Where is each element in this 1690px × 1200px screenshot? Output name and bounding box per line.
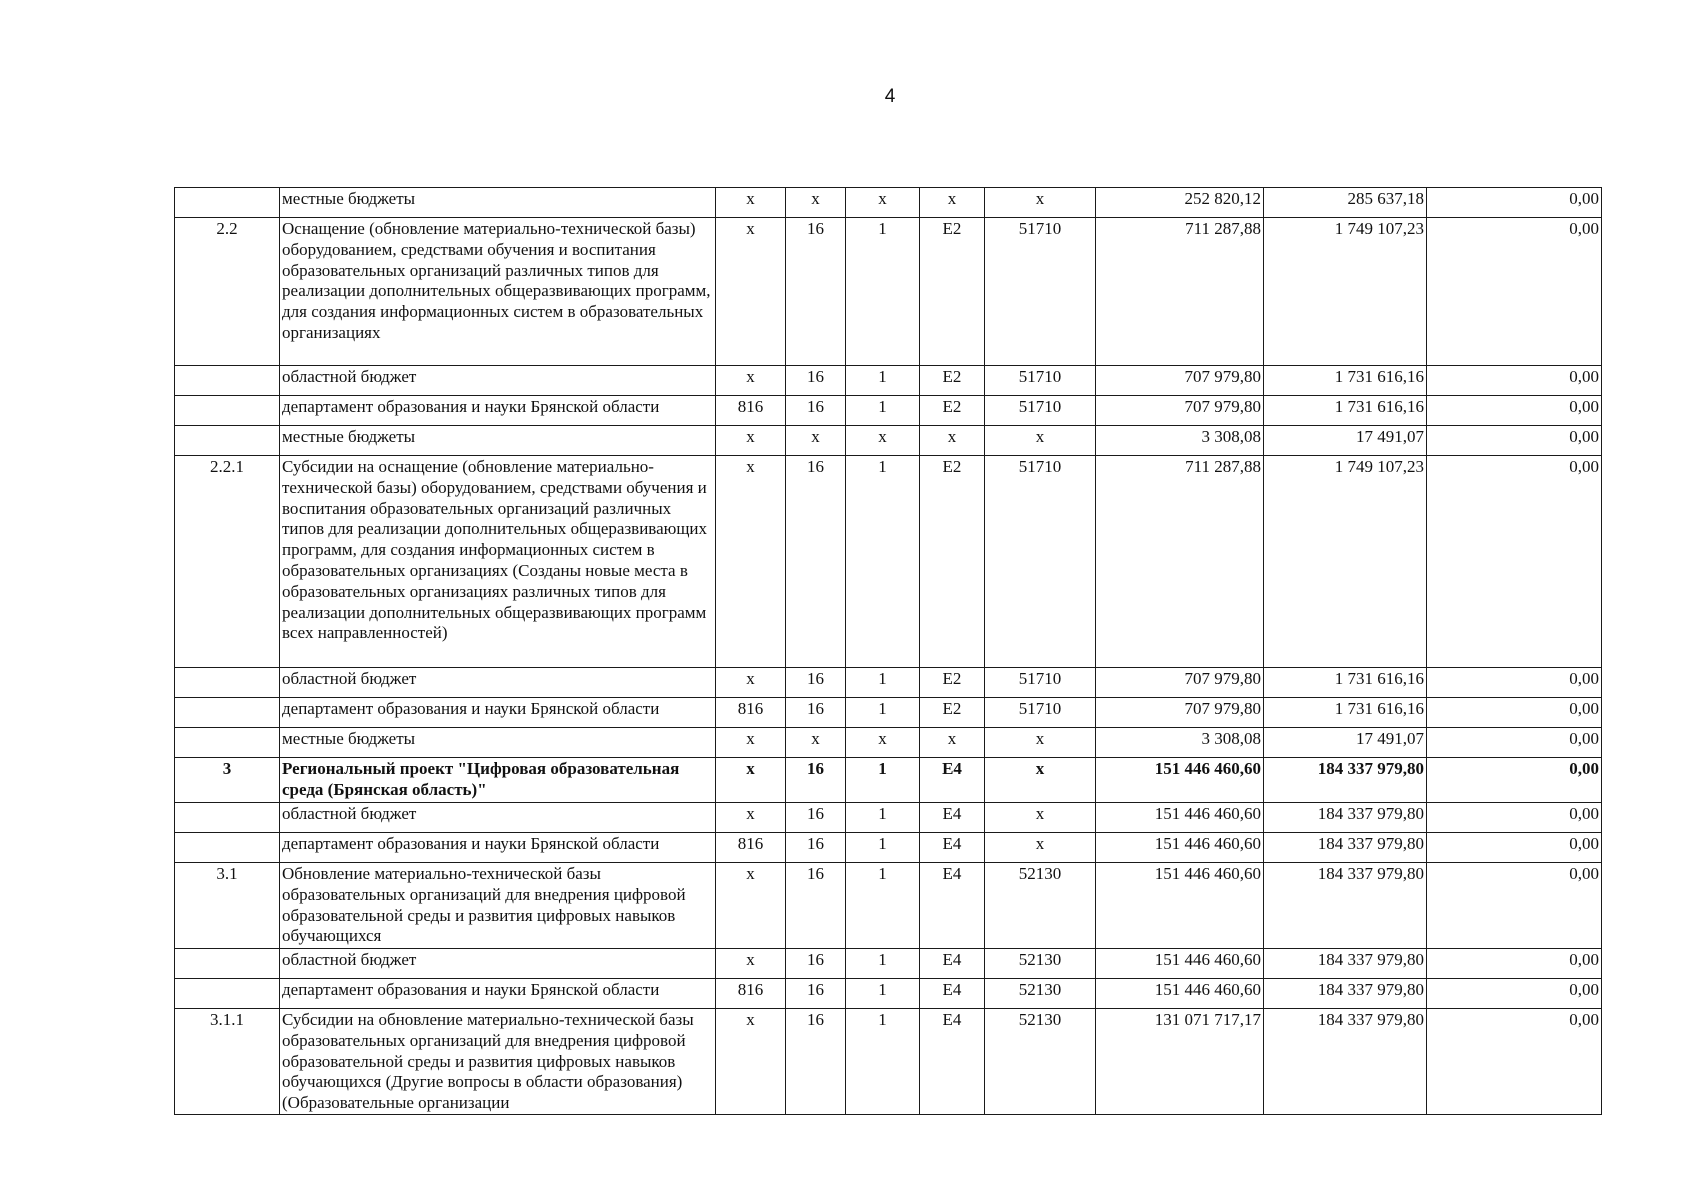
amount-cell: 0,00 [1427, 366, 1602, 396]
amount-cell: 707 979,80 [1096, 668, 1264, 698]
amount-cell: 0,00 [1427, 1009, 1602, 1115]
code-cell: E4 [920, 1009, 985, 1115]
code-cell: 1 [846, 833, 920, 863]
code-cell: x [985, 833, 1096, 863]
amount-cell: 3 308,08 [1096, 728, 1264, 758]
code-cell: x [716, 456, 786, 668]
amount-cell: 151 446 460,60 [1096, 803, 1264, 833]
code-cell: 52130 [985, 979, 1096, 1009]
amount-cell: 184 337 979,80 [1264, 833, 1427, 863]
row-number-cell: 2.2.1 [175, 456, 280, 668]
code-cell: E4 [920, 803, 985, 833]
code-cell: 816 [716, 396, 786, 426]
code-cell: 1 [846, 218, 920, 366]
code-cell: 16 [786, 833, 846, 863]
code-cell: x [716, 803, 786, 833]
code-cell: 1 [846, 698, 920, 728]
code-cell: 52130 [985, 949, 1096, 979]
amount-cell: 3 308,08 [1096, 426, 1264, 456]
code-cell: 1 [846, 668, 920, 698]
amount-cell: 0,00 [1427, 456, 1602, 668]
row-name-cell: областной бюджет [280, 949, 716, 979]
code-cell: x [985, 758, 1096, 803]
row-number-cell [175, 188, 280, 218]
code-cell: x [985, 188, 1096, 218]
amount-cell: 0,00 [1427, 833, 1602, 863]
code-cell: x [846, 426, 920, 456]
code-cell: 816 [716, 833, 786, 863]
amount-cell: 1 731 616,16 [1264, 366, 1427, 396]
code-cell: 816 [716, 698, 786, 728]
row-number-cell: 3.1.1 [175, 1009, 280, 1115]
row-name-cell: местные бюджеты [280, 728, 716, 758]
code-cell: E2 [920, 218, 985, 366]
row-name-cell: Субсидии на оснащение (обновление материально-технической базы) оборудованием, средствами обучения и воспитания образовательных организаций различных типов для реализации дополнительных общеразвивающих программ, для создания информационных систем в образовательных организациях (Созданы новые места в образовательных организациях различных типов для реализации дополнительных общеразвивающих программ всех направленностей) [280, 456, 716, 668]
code-cell: 1 [846, 456, 920, 668]
code-cell: 16 [786, 803, 846, 833]
row-number-cell [175, 949, 280, 979]
code-cell: x [716, 668, 786, 698]
code-cell: E2 [920, 366, 985, 396]
amount-cell: 151 446 460,60 [1096, 949, 1264, 979]
code-cell: 16 [786, 698, 846, 728]
row-name-cell: Региональный проект "Цифровая образовательная среда (Брянская область)" [280, 758, 716, 803]
code-cell: x [716, 863, 786, 949]
code-cell: x [716, 426, 786, 456]
code-cell: x [786, 426, 846, 456]
amount-cell: 0,00 [1427, 979, 1602, 1009]
table-row [175, 728, 1602, 758]
amount-cell: 1 749 107,23 [1264, 218, 1427, 366]
amount-cell: 151 446 460,60 [1096, 979, 1264, 1009]
code-cell: 1 [846, 803, 920, 833]
table-row [175, 758, 1602, 803]
table-row [175, 218, 1602, 366]
amount-cell: 711 287,88 [1096, 456, 1264, 668]
row-name-cell: областной бюджет [280, 366, 716, 396]
code-cell: 16 [786, 949, 846, 979]
code-cell: 1 [846, 758, 920, 803]
row-number-cell: 3.1 [175, 863, 280, 949]
code-cell: 16 [786, 218, 846, 366]
code-cell: x [716, 218, 786, 366]
table-row [175, 396, 1602, 426]
code-cell: E2 [920, 668, 985, 698]
code-cell: E4 [920, 979, 985, 1009]
code-cell: 51710 [985, 456, 1096, 668]
table-row [175, 456, 1602, 668]
code-cell: x [786, 188, 846, 218]
row-name-cell: областной бюджет [280, 803, 716, 833]
code-cell: E4 [920, 833, 985, 863]
budget-table [174, 187, 1602, 1115]
code-cell: x [920, 188, 985, 218]
amount-cell: 151 446 460,60 [1096, 833, 1264, 863]
amount-cell: 184 337 979,80 [1264, 1009, 1427, 1115]
amount-cell: 0,00 [1427, 426, 1602, 456]
table-row [175, 698, 1602, 728]
row-name-cell: Оснащение (обновление материально-технической базы) оборудованием, средствами обучения и воспитания образовательных организаций различных типов для реализации дополнительных общеразвивающих программ, для создания информационных систем в образовательных организациях [280, 218, 716, 366]
row-number-cell: 3 [175, 758, 280, 803]
amount-cell: 151 446 460,60 [1096, 863, 1264, 949]
amount-cell: 1 731 616,16 [1264, 396, 1427, 426]
table-row [175, 803, 1602, 833]
row-name-cell: местные бюджеты [280, 426, 716, 456]
table-row [175, 426, 1602, 456]
amount-cell: 707 979,80 [1096, 698, 1264, 728]
row-name-cell: Обновление материально-технической базы образовательных организаций для внедрения цифровой образовательной среды и развития цифровых навыков обучающихся [280, 863, 716, 949]
amount-cell: 0,00 [1427, 863, 1602, 949]
code-cell: x [920, 426, 985, 456]
amount-cell: 711 287,88 [1096, 218, 1264, 366]
code-cell: 16 [786, 456, 846, 668]
code-cell: 51710 [985, 218, 1096, 366]
table-row [175, 833, 1602, 863]
row-number-cell [175, 803, 280, 833]
amount-cell: 0,00 [1427, 668, 1602, 698]
table-row [175, 863, 1602, 949]
code-cell: x [846, 728, 920, 758]
code-cell: 1 [846, 1009, 920, 1115]
code-cell: x [985, 803, 1096, 833]
amount-cell: 0,00 [1427, 188, 1602, 218]
amount-cell: 184 337 979,80 [1264, 979, 1427, 1009]
amount-cell: 184 337 979,80 [1264, 949, 1427, 979]
amount-cell: 0,00 [1427, 758, 1602, 803]
code-cell: 16 [786, 863, 846, 949]
row-name-cell: департамент образования и науки Брянской области [280, 833, 716, 863]
row-number-cell [175, 668, 280, 698]
code-cell: 1 [846, 396, 920, 426]
row-name-cell: Субсидии на обновление материально-технической базы образовательных организаций для внедрения цифровой образовательной среды и развития цифровых навыков обучающихся (Другие вопросы в области образования) (Образовательные организации [280, 1009, 716, 1115]
code-cell: 1 [846, 979, 920, 1009]
table-row [175, 979, 1602, 1009]
code-cell: x [920, 728, 985, 758]
code-cell: 51710 [985, 366, 1096, 396]
page-number: 4 [884, 86, 896, 107]
amount-cell: 184 337 979,80 [1264, 863, 1427, 949]
code-cell: 816 [716, 979, 786, 1009]
code-cell: E2 [920, 396, 985, 426]
code-cell: 52130 [985, 1009, 1096, 1115]
code-cell: 1 [846, 366, 920, 396]
code-cell: 16 [786, 396, 846, 426]
row-number-cell [175, 979, 280, 1009]
amount-cell: 0,00 [1427, 698, 1602, 728]
table-row [175, 668, 1602, 698]
code-cell: E4 [920, 863, 985, 949]
amount-cell: 1 731 616,16 [1264, 668, 1427, 698]
amount-cell: 707 979,80 [1096, 366, 1264, 396]
code-cell: 1 [846, 949, 920, 979]
code-cell: 16 [786, 366, 846, 396]
code-cell: 51710 [985, 668, 1096, 698]
code-cell: E2 [920, 456, 985, 668]
row-name-cell: областной бюджет [280, 668, 716, 698]
amount-cell: 0,00 [1427, 728, 1602, 758]
row-name-cell: департамент образования и науки Брянской области [280, 698, 716, 728]
row-name-cell: департамент образования и науки Брянской области [280, 396, 716, 426]
row-number-cell [175, 396, 280, 426]
code-cell: 16 [786, 1009, 846, 1115]
code-cell: 16 [786, 668, 846, 698]
amount-cell: 0,00 [1427, 949, 1602, 979]
amount-cell: 17 491,07 [1264, 728, 1427, 758]
amount-cell: 17 491,07 [1264, 426, 1427, 456]
code-cell: 16 [786, 758, 846, 803]
code-cell: 16 [786, 979, 846, 1009]
table-row [175, 1009, 1602, 1115]
table-row [175, 366, 1602, 396]
amount-cell: 0,00 [1427, 218, 1602, 366]
code-cell: x [985, 426, 1096, 456]
code-cell: 51710 [985, 396, 1096, 426]
row-number-cell [175, 833, 280, 863]
code-cell: E4 [920, 949, 985, 979]
amount-cell: 184 337 979,80 [1264, 803, 1427, 833]
row-number-cell [175, 366, 280, 396]
row-name-cell: департамент образования и науки Брянской области [280, 979, 716, 1009]
amount-cell: 184 337 979,80 [1264, 758, 1427, 803]
code-cell: x [716, 366, 786, 396]
code-cell: x [716, 188, 786, 218]
code-cell: 1 [846, 863, 920, 949]
row-number-cell [175, 698, 280, 728]
code-cell: x [786, 728, 846, 758]
code-cell: E4 [920, 758, 985, 803]
amount-cell: 707 979,80 [1096, 396, 1264, 426]
code-cell: 52130 [985, 863, 1096, 949]
code-cell: x [846, 188, 920, 218]
table-row [175, 188, 1602, 218]
amount-cell: 0,00 [1427, 803, 1602, 833]
row-name-cell: местные бюджеты [280, 188, 716, 218]
code-cell: E2 [920, 698, 985, 728]
row-number-cell [175, 426, 280, 456]
amount-cell: 131 071 717,17 [1096, 1009, 1264, 1115]
amount-cell: 0,00 [1427, 396, 1602, 426]
table-row [175, 949, 1602, 979]
code-cell: x [985, 728, 1096, 758]
row-number-cell [175, 728, 280, 758]
amount-cell: 1 731 616,16 [1264, 698, 1427, 728]
row-number-cell: 2.2 [175, 218, 280, 366]
amount-cell: 1 749 107,23 [1264, 456, 1427, 668]
amount-cell: 252 820,12 [1096, 188, 1264, 218]
amount-cell: 285 637,18 [1264, 188, 1427, 218]
code-cell: x [716, 728, 786, 758]
code-cell: x [716, 949, 786, 979]
code-cell: x [716, 758, 786, 803]
amount-cell: 151 446 460,60 [1096, 758, 1264, 803]
code-cell: x [716, 1009, 786, 1115]
code-cell: 51710 [985, 698, 1096, 728]
